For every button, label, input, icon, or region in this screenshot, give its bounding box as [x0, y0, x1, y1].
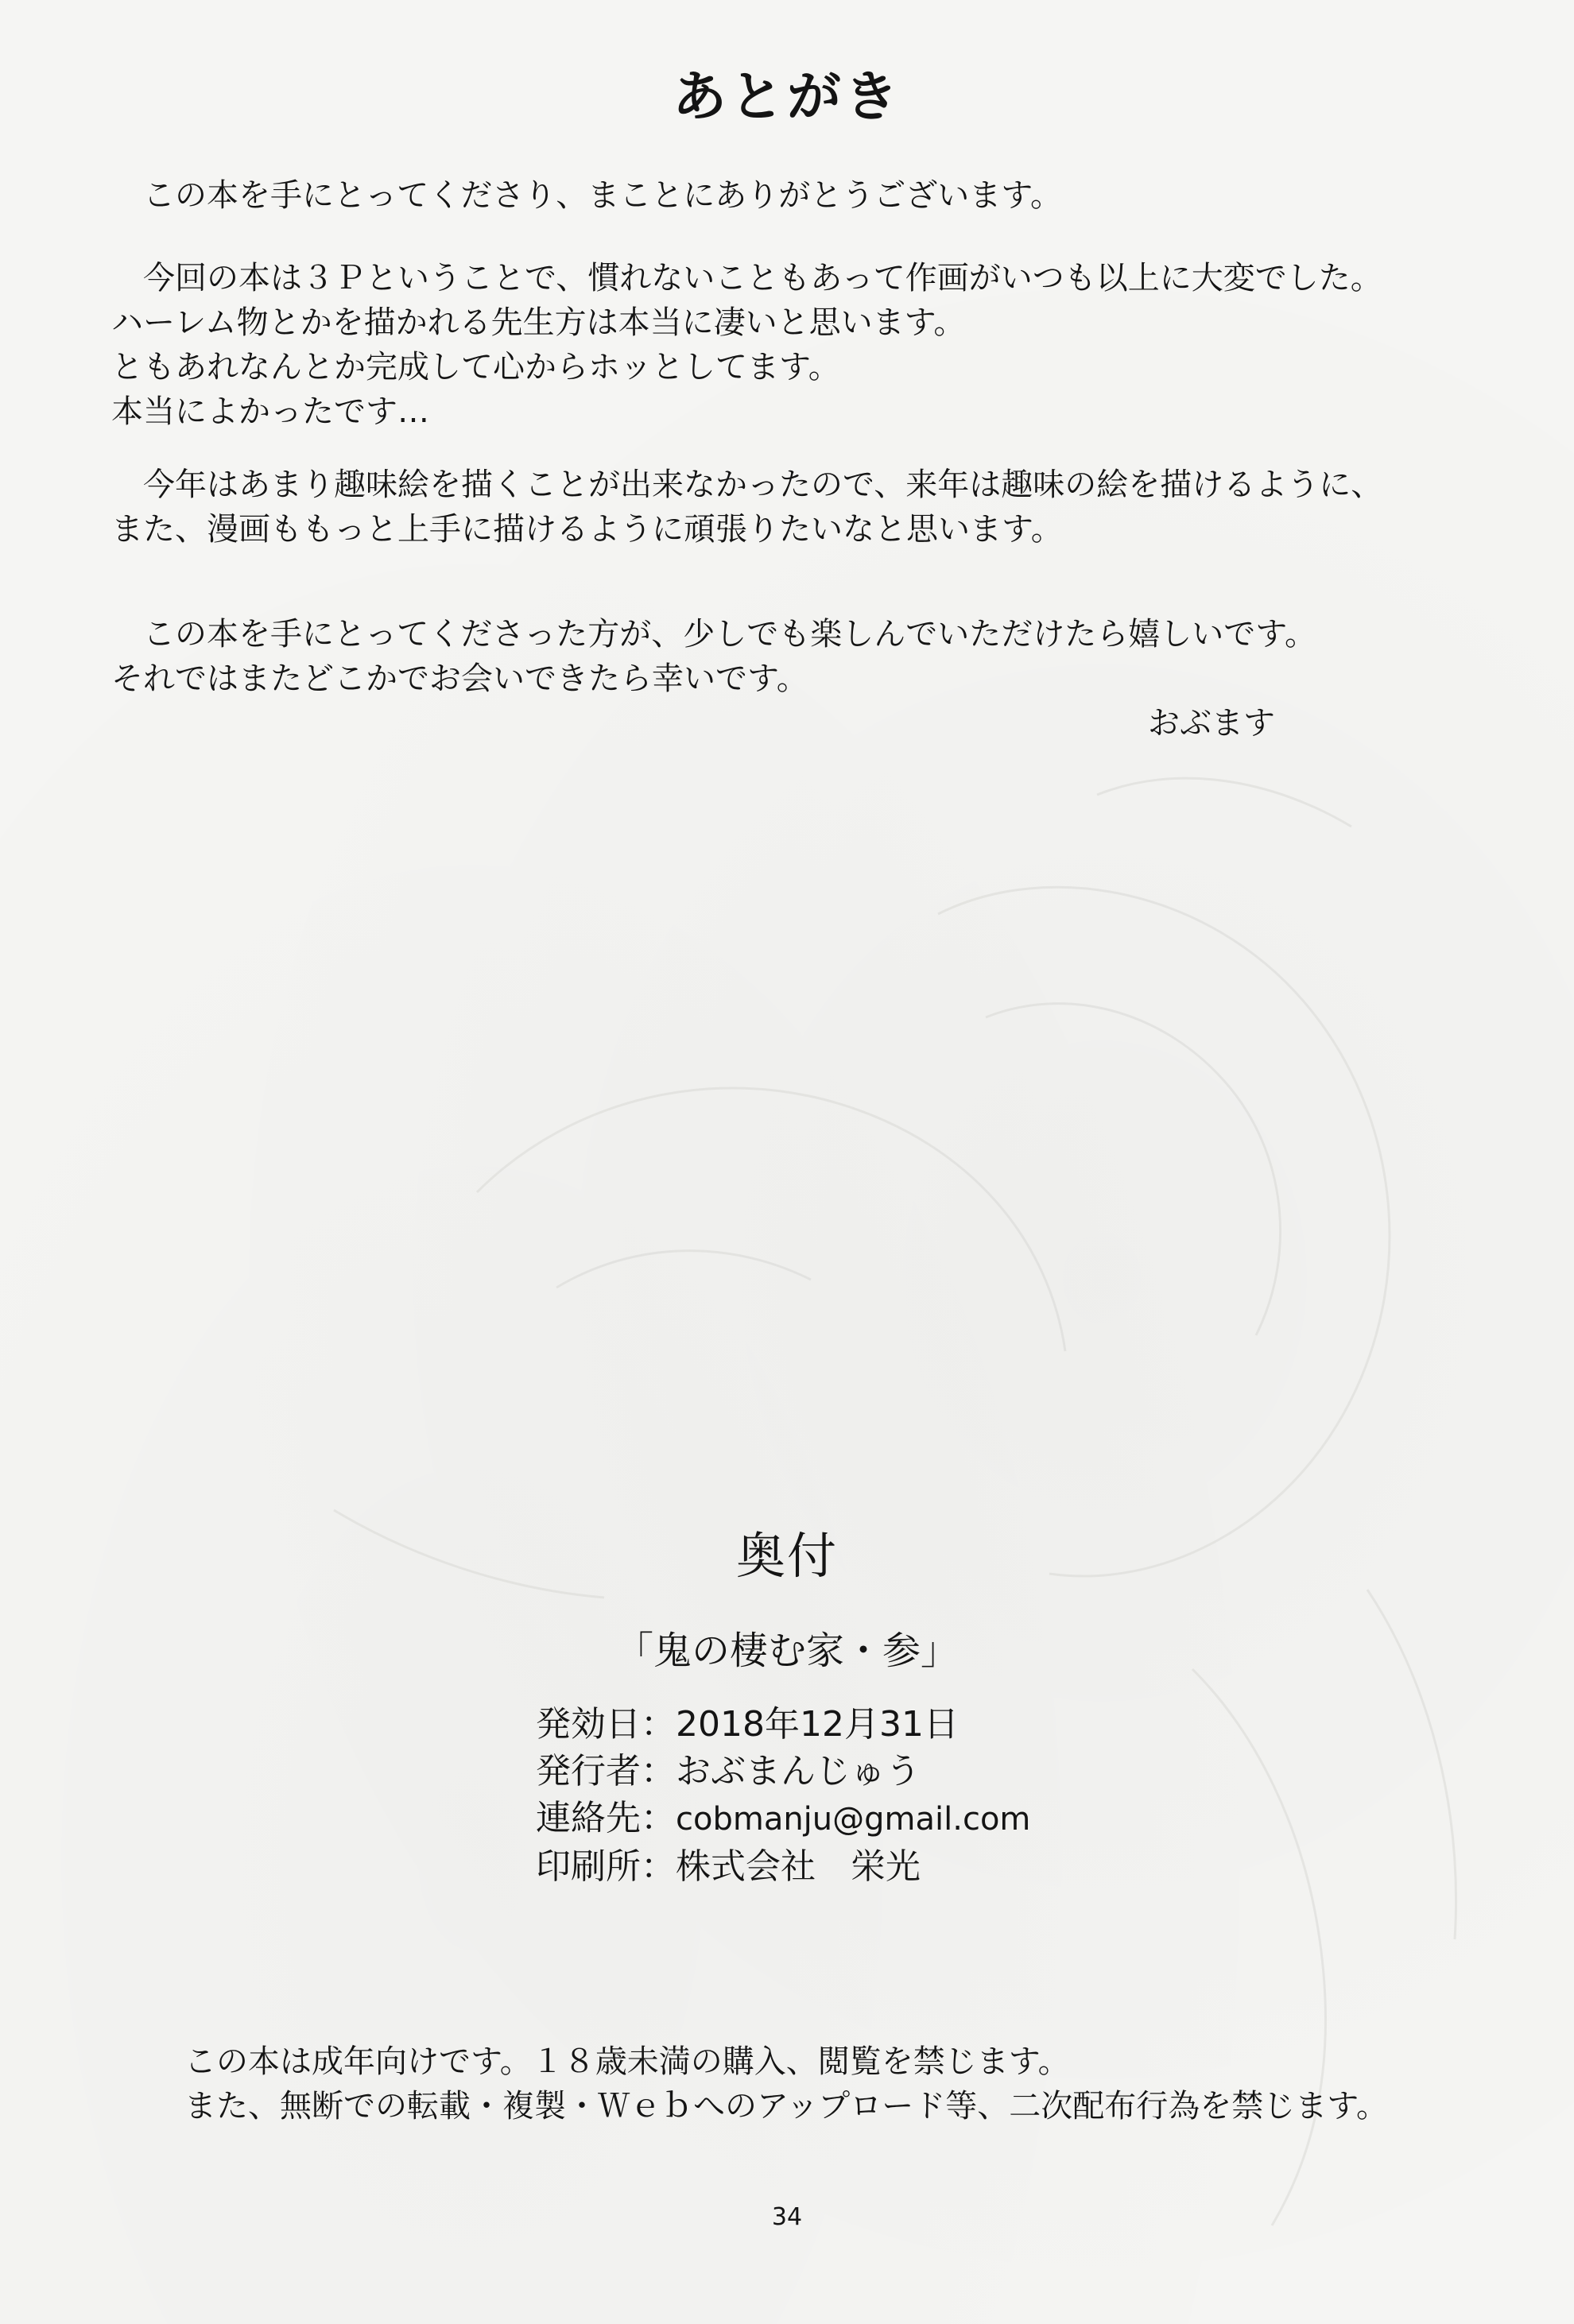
colophon-info: [536, 1701, 1030, 1890]
author-signature: おぶます: [1148, 705, 1275, 742]
age-restriction-notice: [184, 2039, 1388, 2128]
afterword-paragraph-2: [111, 256, 1479, 434]
book-title: 「鬼の棲む家・参」: [614, 1629, 959, 1673]
colophon-row-issue-date: [536, 1701, 1030, 1748]
page-number: 34: [771, 2203, 803, 2231]
text-line: ともあれなんとか完成して心からホッとしてます。: [111, 349, 840, 385]
colophon-title: 奥付: [735, 1527, 838, 1585]
afterword-title: あとがき: [672, 66, 901, 129]
colophon-row-printer: [536, 1843, 1030, 1890]
contact-email: cobmanju@gmail.com: [676, 1801, 1031, 1838]
afterword-paragraph-1: [111, 173, 1479, 218]
row-label: 印刷所：: [536, 1846, 676, 1887]
afterword-paragraph-4: [111, 612, 1479, 701]
text-line: それではまたどこかでお会いできたら幸いです。: [111, 660, 808, 697]
text-line: この本を手にとってくださった方が、少しでも楽しんでいただけたら嬉しいです。: [143, 616, 1316, 653]
row-label: 発行者：: [536, 1751, 676, 1791]
row-label: 発効日：: [536, 1704, 676, 1745]
row-value: 株式会社 栄光: [676, 1846, 921, 1887]
row-label: 連絡先：: [536, 1798, 676, 1838]
notice-line: また、無断での転載・複製・Ｗｅｂへのアップロード等、二次配布行為を禁じます。: [184, 2088, 1388, 2125]
row-value: おぶまんじゅう: [676, 1751, 921, 1791]
colophon-row-contact: [536, 1795, 1030, 1843]
text-line: 今年はあまり趣味絵を描くことが出来なかったので、来年は趣味の絵を描けるように、: [143, 467, 1383, 503]
row-value: 2018年12月31日: [676, 1704, 959, 1745]
text-line: ハーレム物とかを描かれる先生方は本当に凄いと思います。: [111, 304, 966, 341]
text-line: また、漫画ももっと上手に描けるように頑張りたいなと思います。: [111, 511, 1063, 548]
text-line: 本当によかったです…: [111, 393, 429, 430]
text-line: この本を手にとってくださり、まことにありがとうございます。: [143, 177, 1062, 214]
colophon-row-publisher: [536, 1748, 1030, 1795]
notice-line: この本は成年向けです。１８歳未満の購入、閲覧を禁じます。: [184, 2043, 1070, 2080]
afterword-paragraph-3: [111, 463, 1479, 552]
text-line: 今回の本は３Ｐということで、慣れないこともあって作画がいつも以上に大変でした。: [143, 260, 1382, 296]
